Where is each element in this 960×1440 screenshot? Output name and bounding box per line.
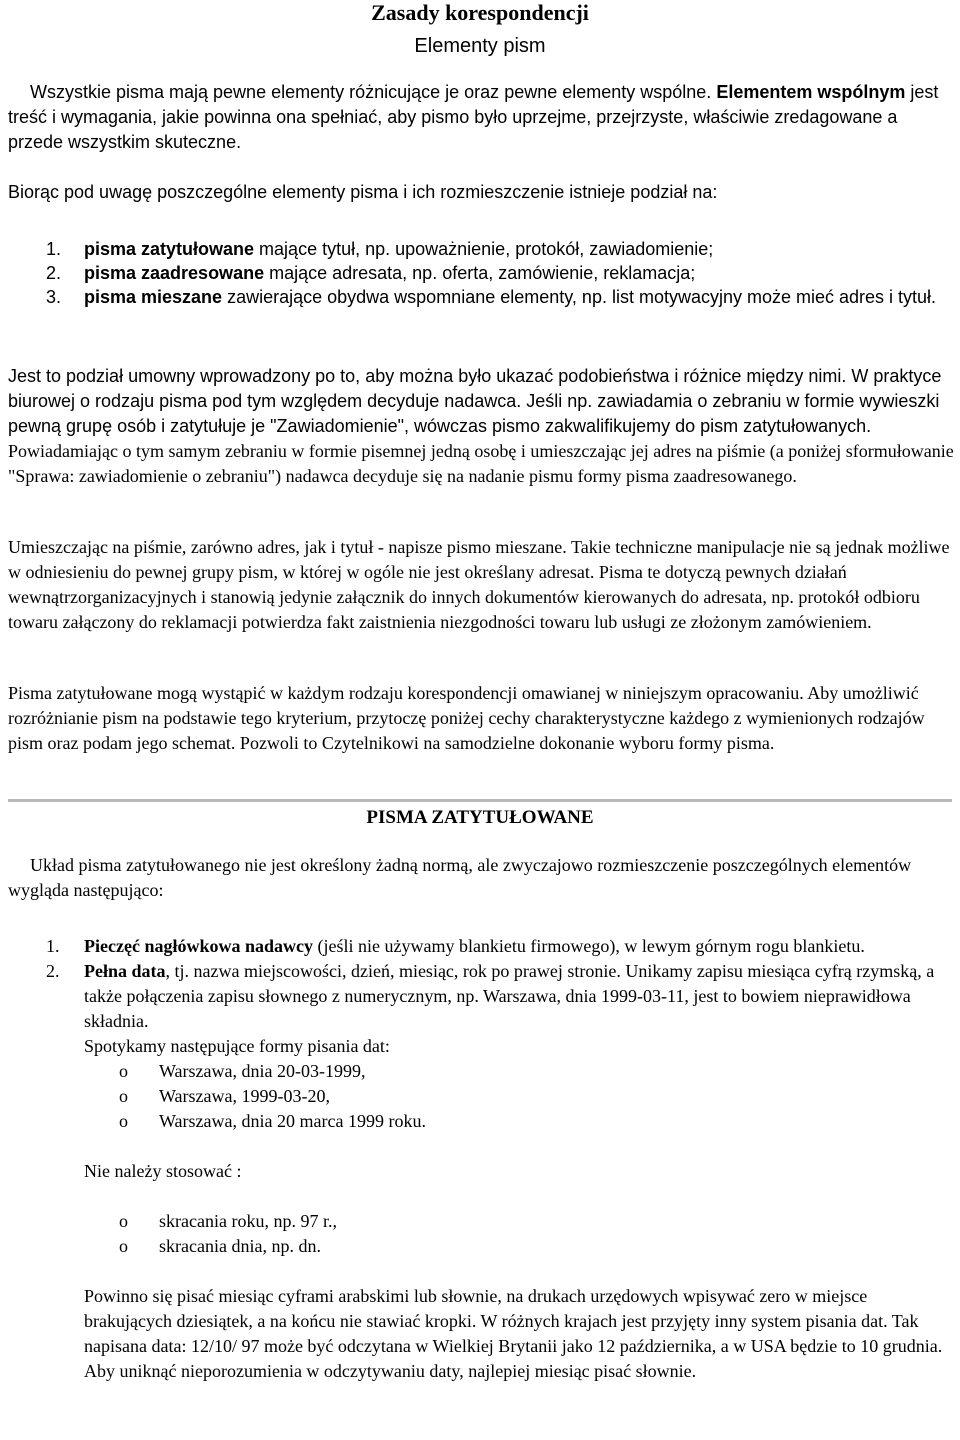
document-subtitle: Elementy pism [414,35,546,57]
division-list-item: 1. pisma zatytułowane mające tytuł, np. upoważnienie, protokół, zawiadomienie; [46,239,714,259]
section-divider [8,799,952,802]
document-title: Zasady korespondencji [371,0,589,25]
intro-paragraph: Wszystkie pisma mają pewne elementy różnicujące je oraz pewne elementy wspólne. Elementem wspólnym jest treść i wymagania, jakie powinna ona spełniać, aby pismo było uprzejme, przejrzyste, właściwie zredagowane a przede wszystkim skuteczne. [8,82,939,152]
division-list-item: 3. pisma mieszane zawierające obydwa wspomniane elementy, np. list motywacyjny może mieć adres i tytuł. [46,287,937,307]
elements-list [8,934,954,1384]
elements-list-item: 1. Pieczęć nagłówkowa nadawcy (jeśli nie używamy blankietu firmowego), w lewym górnym rogu blankietu. [46,936,865,956]
elements-list-item: 2. Pełna data, tj. nazwa miejscowości, dzień, miesiąc, rok po prawej stronie. Unikamy zapisu miesiąca cyfrą rzymską, a także połączenia zapisu słownego z numerycznym, np. Warszawa, dnia 1999-03-11, jest to bowiem nieprawidłowa składnia. Spotykamy następujące formy pisania dat: o Warszawa, dnia 20-03-1999, o Warszawa, 1999-03-20, o Warszawa, dnia 20 marca 1999 roku. Nie należy stosować : o skracania roku, np. 97 r., o skracania dnia, np. dn. Powinno się pisać miesiąc cyframi arabskimi lub słownie, na drukach urzędowych wpisywać zero w miejsce brakujących dziesiątek, a na końcu nie stawiać kropki. W różnych krajach jest przyjęty inny system pisania dat. Tak napisana data: 12/10/ 97 może być odczytana w Wielkiej Brytanii jako 12 października, a w USA będzie to 10 grudnia. Aby uniknąć nieporozumienia w odczytywaniu daty, najlepiej miesiąc pisać słownie. [8,959,954,1384]
division-list-item: 2. pisma zaadresowane mające adresata, np. oferta, zamówienie, reklamacja; [46,263,696,283]
paragraph-mixed-letters: Umieszczając na piśmie, zarówno adres, jak i tytuł - napisze pismo mieszane. Takie techniczne manipulacje nie są jednak możliwe w odniesieniu do pewnej grupy pism, w której w ogóle nie jest określany adresat. Pisma te dotyczą pewnych działań wewnątrzorganizacyjnych i stanowią jedynie załącznik do innych dokumentów kierowanych do adresata, np. protokół odbioru towaru załączony do reklamacji potwierdza fakt zaistnienia niezgodności towaru lub usługi ze złożonym zamówieniem. [8,537,950,632]
avoid-item: o skracania roku, np. 97 r., [119,1211,337,1231]
date-form-item: o Warszawa, dnia 20-03-1999, [119,1061,366,1081]
avoid-list [84,1209,954,1259]
date-form-item: o Warszawa, dnia 20 marca 1999 roku. [119,1111,426,1131]
division-intro: Biorąc pod uwagę poszczególne elementy pisma i ich rozmieszczenie istnieje podział na: [8,182,718,202]
section-title: PISMA ZATYTUŁOWANE [366,807,594,828]
date-forms-intro: Spotykamy następujące formy pisania dat: [84,1036,390,1056]
paragraph-division-explanation: Jest to podział umowny wprowadzony po to, aby można było ukazać podobieństwa i różnice między nimi. W praktyce biurowej o rodzaju pisma pod tym względem decyduje nadawca. Jeśli np. zawiadamia o zebraniu w formie wywieszki pewną grupę osób i zatytułuje je "Zawiadomienie", wówczas pismo zakwalifikujemy do pism zatytułowanych. Powiadamiając o tym samym zebraniu w formie pisemnej jedną osobę i umieszczając jej adres na piśmie (a poniżej sformułowanie "Sprawa: zawiadomienie o zebraniu") nadawca decyduje się na nadanie pismu formy pisma zaadresowanego. [8,366,954,486]
date-forms-list [84,1059,954,1134]
intro-bold-term: Elementem wspólnym [716,82,906,102]
division-list [8,237,954,309]
avoid-item: o skracania dnia, np. dn. [119,1236,321,1256]
date-form-item: o Warszawa, 1999-03-20, [119,1086,330,1106]
avoid-intro: Nie należy stosować : [84,1161,242,1181]
date-writing-paragraph: Powinno się pisać miesiąc cyframi arabskimi lub słownie, na drukach urzędowych wpisywać zero w miejsce brakujących dziesiątek, a na końcu nie stawiać kropki. W różnych krajach jest przyjęty inny system pisania dat. Tak napisana data: 12/10/ 97 może być odczytana w Wielkiej Brytanii jako 12 października, a w USA będzie to 10 grudnia. Aby uniknąć nieporozumienia w odczytywaniu daty, najlepiej miesiąc pisać słownie. [84,1286,943,1381]
paragraph-titled-letters: Pisma zatytułowane mogą wystąpić w każdym rodzaju korespondencji omawianej w niniejszym opracowaniu. Aby umożliwić rozróżnianie pism na podstawie tego kryterium, przytoczę poniżej cechy charakterystyczne każdego z wymienionych rodzajów pism oraz podam jego schemat. Pozwoli to Czytelnikowi na samodzielne dokonanie wyboru formy pisma. [8,683,925,753]
section-intro: Układ pisma zatytułowanego nie jest określony żadną normą, ale zwyczajowo rozmieszczenie poszczególnych elementów wygląda następująco: [8,855,912,900]
